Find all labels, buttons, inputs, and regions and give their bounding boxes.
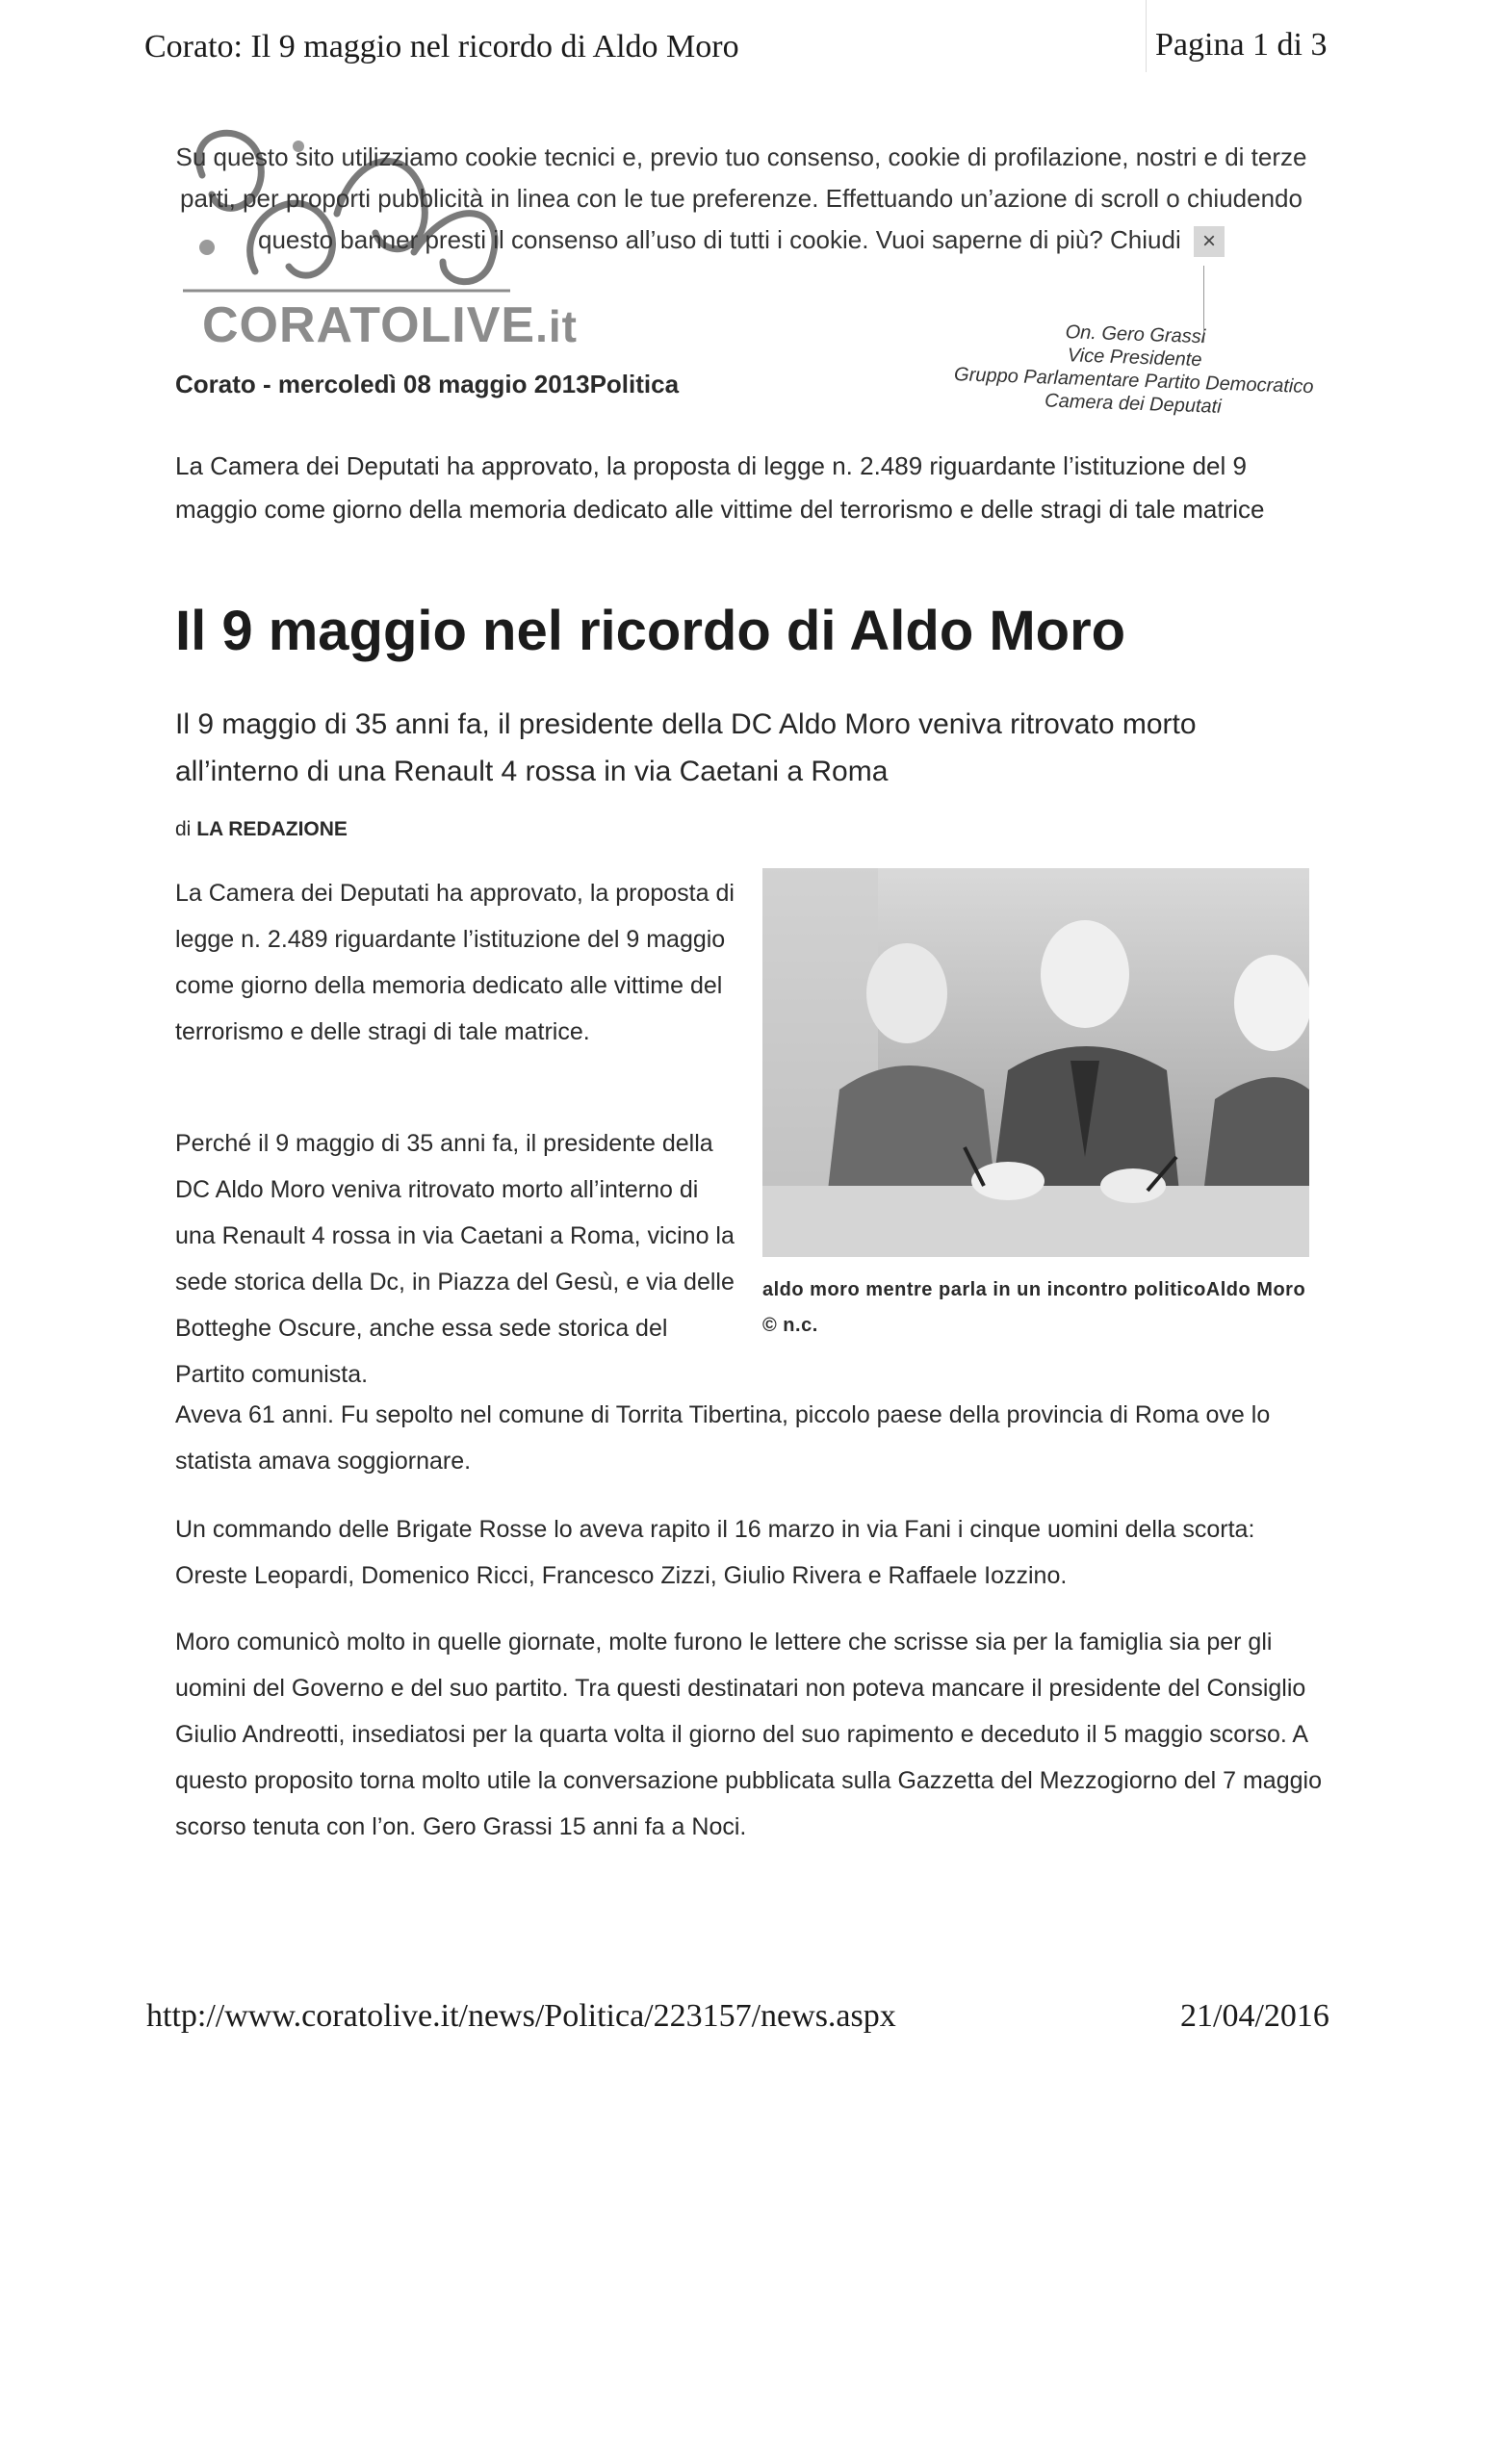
article-dateline: Corato - mercoledì 08 maggio 2013Politica [175, 370, 680, 398]
byline-prefix: di [175, 818, 192, 840]
article-subtitle: Il 9 maggio di 35 anni fa, il presidente della DC Aldo Moro veniva ritrovato morto all’interno di una Renault 4 rossa in via Caetani a Roma [175, 708, 1197, 787]
logo-wordmark: CORATOLIVE.it [202, 297, 578, 353]
article-title: Il 9 maggio nel ricordo di Aldo Moro [175, 600, 1126, 662]
print-header-page: Pagina 1 di 3 [1155, 27, 1328, 63]
cookie-text-line [154, 219, 1328, 261]
photo-caption: aldo moro mentre parla in un incontro politicoAldo Moro © n.c. [762, 1279, 1306, 1336]
stamp-chamber: Camera dei Deputati [1044, 390, 1222, 418]
cookie-close-label[interactable]: Chiudi [1110, 225, 1181, 254]
deputy-stamp [921, 316, 1348, 423]
print-footer-date: 21/04/2016 [1180, 1998, 1329, 2034]
photo-image [762, 868, 1309, 1257]
print-header-title: Corato: Il 9 maggio nel ricordo di Aldo Moro [144, 29, 739, 64]
header-divider [1146, 0, 1147, 72]
print-footer-url[interactable]: http://www.coratolive.it/news/Politica/223157/news.aspx [146, 1998, 896, 2034]
stamp-role: Vice Presidente [1067, 345, 1202, 372]
cookie-close-button[interactable] [1110, 225, 1225, 254]
cookie-text-line: parti, per proporti pubblicità in linea con le tue preferenze. Effettuando un’azione di scroll o chiudendo [180, 184, 1303, 213]
cookie-text-line: Su questo sito utilizziamo cookie tecnici e, previo tuo consenso, cookie di profilazione, nostri e di terze [175, 142, 1307, 171]
stamp-group: Gruppo Parlamentare Partito Democratico [953, 364, 1314, 398]
close-icon[interactable]: × [1194, 226, 1225, 257]
stamp-name: On. Gero Grassi [1065, 321, 1206, 348]
article-photo [762, 868, 1309, 1257]
article-paragraph: La Camera dei Deputati ha approvato, la proposta di legge n. 2.489 riguardante l’istituzione del 9 maggio come giorno della memoria dedicato alle vittime del terrorismo e delle stragi di tale matrice. [175, 880, 735, 1045]
cookie-info-link[interactable]: questo banner presti il consenso all’uso di tutti i cookie. Vuoi saperne di più? [258, 225, 1103, 254]
article-paragraph: Aveva 61 anni. Fu sepolto nel comune di Torrita Tibertina, piccolo paese della provincia di Roma ove lo statista amava soggiornare. [175, 1401, 1271, 1475]
cookie-banner [154, 137, 1328, 261]
article-byline [175, 818, 348, 841]
byline-author[interactable]: LA REDAZIONE [196, 818, 348, 840]
article-paragraph: Perché il 9 maggio di 35 anni fa, il presidente della DC Aldo Moro veniva ritrovato morto all’interno di una Renault 4 rossa in via Caetani a Roma, vicino la sede storica della Dc, in Piazza del Gesù, e via delle Botteghe Oscure, anche essa sede storica del Partito comunista. [175, 1130, 735, 1388]
article-paragraph: Moro comunicò molto in quelle giornate, molte furono le lettere che scrisse sia per la famiglia sia per gli uomini del Governo e del suo partito. Tra questi destinatari non poteva mancare il presidente del Consiglio Giulio Andreotti, insediatosi per la quarta volta il giorno del suo rapimento e deceduto il 5 maggio scorso. A questo proposito torna molto utile la conversazione pubblicata sulla Gazzetta del Mezzogiorno del 7 maggio scorso tenuta con l’on. Gero Grassi 15 anni fa a Noci. [175, 1629, 1322, 1840]
article-lead: La Camera dei Deputati ha approvato, la proposta di legge n. 2.489 riguardante l’istituzione del 9 maggio come giorno della memoria dedicato alle vittime del terrorismo e delle stragi di tale matrice [175, 451, 1265, 524]
article-paragraph: Un commando delle Brigate Rosse lo aveva rapito il 16 marzo in via Fani i cinque uomini della scorta: Oreste Leopardi, Domenico Ricci, Francesco Zizzi, Giulio Rivera e Raffaele Iozzino. [175, 1516, 1255, 1589]
